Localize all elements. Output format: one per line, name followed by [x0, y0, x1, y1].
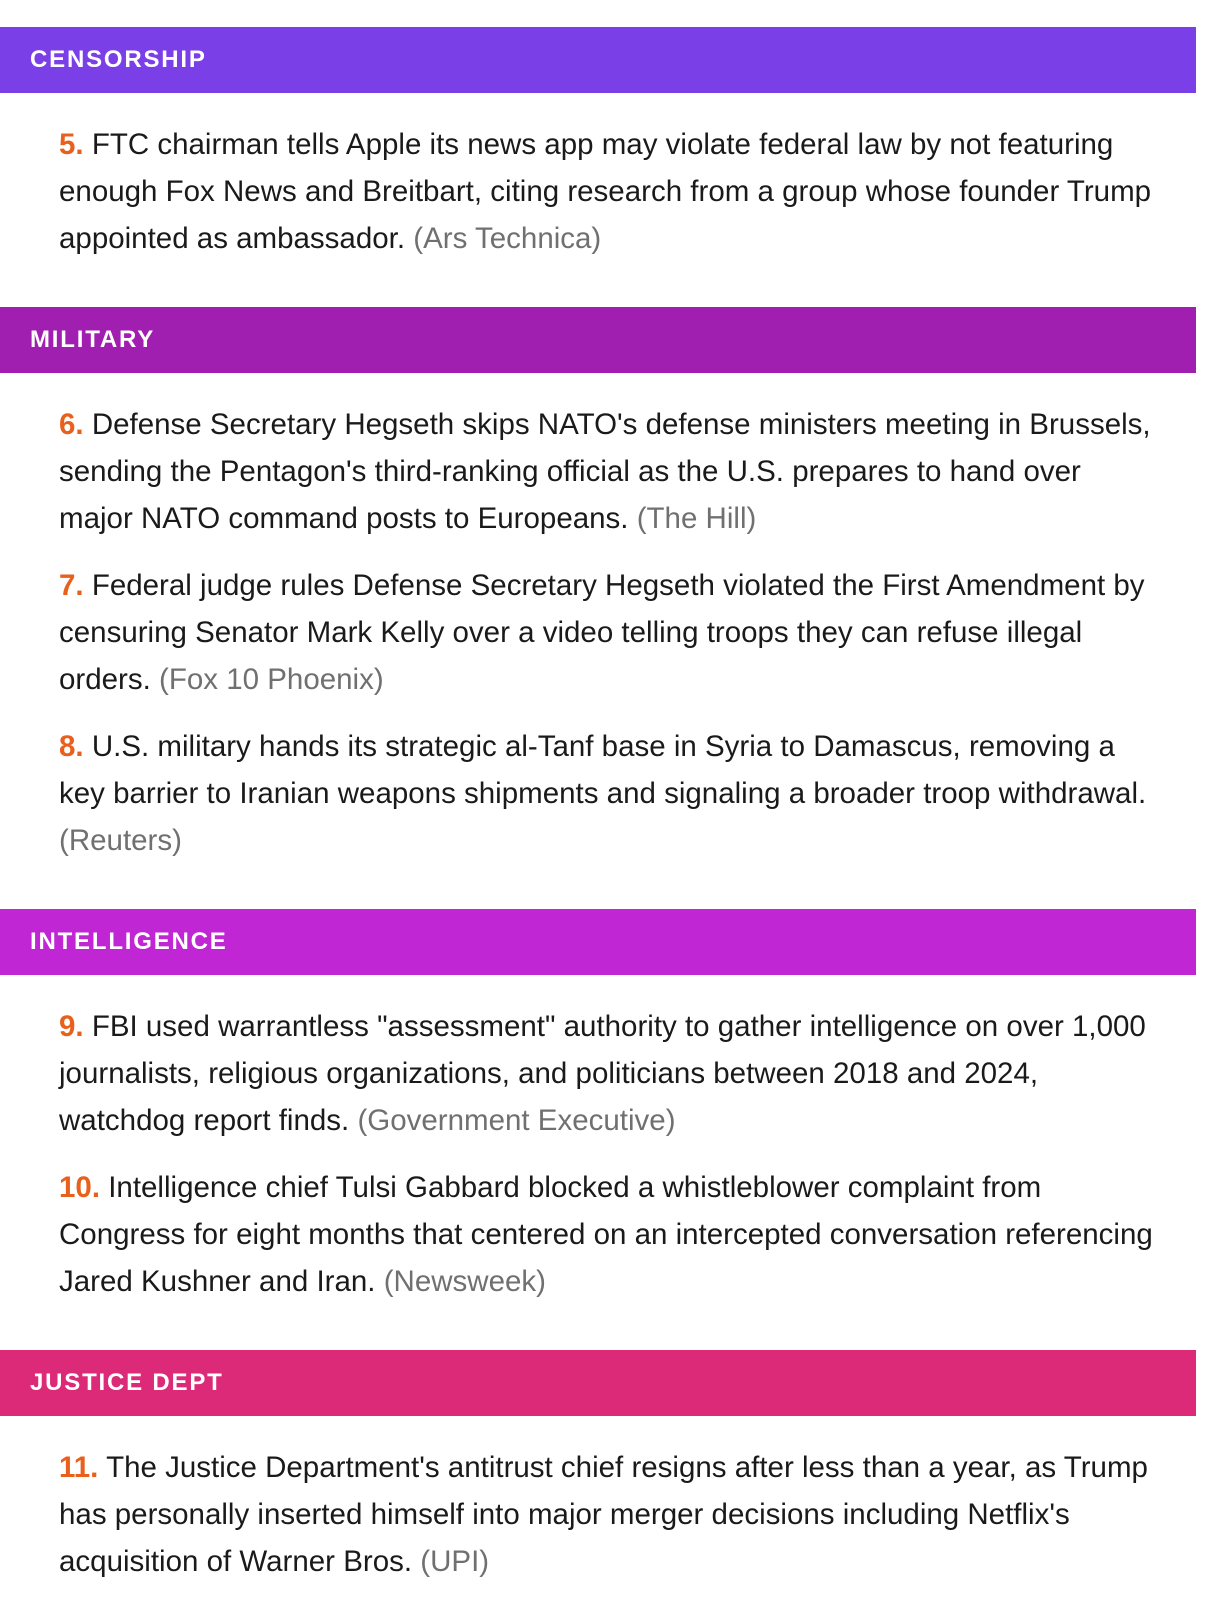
news-item	[59, 1164, 1156, 1305]
section-intelligence	[0, 909, 1196, 1329]
section-title: INTELLIGENCE	[30, 928, 228, 955]
newsletter-page	[0, 27, 1196, 1609]
item-text: The Justice Department's antitrust chief resigns after less than a year, as Trump has personally inserted himself into major merger decisions including Netflix's acquisition of Warner Bros.	[59, 1451, 1148, 1578]
news-item	[59, 723, 1156, 864]
news-item	[59, 121, 1156, 262]
section-body	[0, 93, 1196, 286]
section-title: CENSORSHIP	[30, 46, 207, 73]
item-text: FBI used warrantless "assessment" authority to gather intelligence on over 1,000 journalists, religious organizations, and politicians between 2018 and 2024, watchdog report finds.	[59, 1010, 1146, 1137]
item-source-link[interactable]: (Fox 10 Phoenix)	[159, 663, 384, 696]
section-body	[0, 1416, 1196, 1609]
section-header-intelligence	[0, 909, 1196, 975]
section-header-justice-dept	[0, 1350, 1196, 1416]
item-text: Intelligence chief Tulsi Gabbard blocked a whistleblower complaint from Congress for eight months that centered on an intercepted conversation referencing Jared Kushner and Iran.	[59, 1171, 1153, 1298]
item-number: 5.	[59, 128, 84, 161]
section-title: MILITARY	[30, 326, 156, 353]
item-text: Federal judge rules Defense Secretary Hegseth violated the First Amendment by censuring Senator Mark Kelly over a video telling troops they can refuse illegal orders.	[59, 569, 1145, 696]
news-item	[59, 1003, 1156, 1144]
item-source-link[interactable]: (Ars Technica)	[413, 222, 602, 255]
item-source-link[interactable]: (The Hill)	[636, 502, 757, 535]
item-number: 8.	[59, 730, 84, 763]
item-number: 7.	[59, 569, 84, 602]
section-justice-dept	[0, 1350, 1196, 1609]
news-item	[59, 401, 1156, 542]
item-number: 9.	[59, 1010, 84, 1043]
item-source-link[interactable]: (Reuters)	[59, 824, 182, 857]
item-text: FTC chairman tells Apple its news app may violate federal law by not featuring enough Fox News and Breitbart, citing research from a group whose founder Trump appointed as ambassador.	[59, 128, 1152, 255]
section-body	[0, 975, 1196, 1329]
item-source-link[interactable]: (Government Executive)	[357, 1104, 676, 1137]
section-title: JUSTICE DEPT	[30, 1369, 224, 1396]
item-number: 6.	[59, 408, 84, 441]
section-header-censorship	[0, 27, 1196, 93]
item-text: U.S. military hands its strategic al-Tanf base in Syria to Damascus, removing a key barrier to Iranian weapons shipments and signaling a broader troop withdrawal.	[59, 730, 1147, 810]
item-source-link[interactable]: (UPI)	[420, 1545, 490, 1578]
section-military	[0, 307, 1196, 888]
section-censorship	[0, 27, 1196, 286]
section-body	[0, 373, 1196, 888]
news-item	[59, 562, 1156, 703]
item-number: 10.	[59, 1171, 101, 1204]
item-number: 11.	[59, 1451, 99, 1484]
item-text: Defense Secretary Hegseth skips NATO's defense ministers meeting in Brussels, sending the Pentagon's third-ranking official as the U.S. prepares to hand over major NATO command posts to Europeans.	[59, 408, 1151, 535]
item-source-link[interactable]: (Newsweek)	[383, 1265, 546, 1298]
section-header-military	[0, 307, 1196, 373]
news-item	[59, 1444, 1156, 1585]
